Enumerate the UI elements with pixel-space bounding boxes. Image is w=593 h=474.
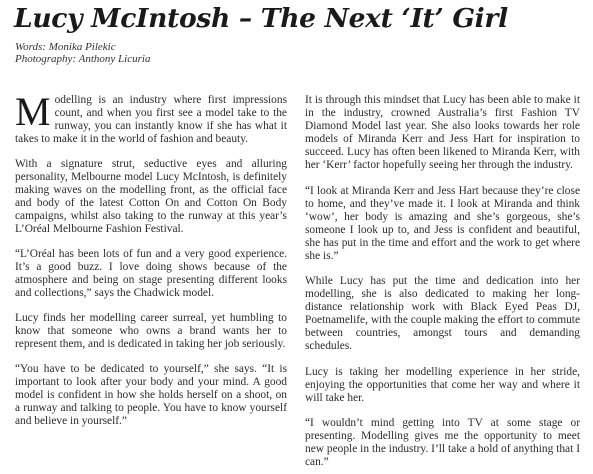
article-credits — [15, 41, 150, 65]
paragraph-text: odelling is an industry where first impressions count, and when you first see a model take to the runway, you can instantly know if she has what it takes to make it in the world of fashion and beauty. — [15, 94, 287, 145]
paragraph: It is through this mindset that Lucy has been able to make it in the industry, crowned Australia’s first Fashion TV Diamond Model last year. She also looks towards her role models of Miranda Kerr and Jess Hart for inspiration to succeed. Lucy has often been likened to Miranda Kerr, with her ‘Kerr’ factor hopefully seeing her through the industry. — [305, 94, 580, 171]
paragraph: “I look at Miranda Kerr and Jess Hart because they’re close to home, and they’ve made it. I look at Miranda and think ‘wow’, her body is amazing and she’s gorgeous, she’s someone I look up to, and Jess is confident and beautiful, she has put in the time and effort and the work to get where she is.” — [305, 184, 580, 262]
credit-words: Words: Monika Pilekic — [15, 41, 116, 53]
paragraph: While Lucy has put the time and dedication into her modelling, she is also dedicated to making her long-distance relationship work with Black Eyed Peas DJ, Poetnamelife, with the couple making the effort to commute between countries, amongst tours and demanding schedules. — [305, 275, 580, 352]
paragraph: Lucy is taking her modelling experience in her stride, enjoying the opportunities that come her way and where it will take her. — [305, 365, 580, 404]
credit-photography: Photography: Anthony Licuria — [15, 53, 151, 65]
left-column — [15, 89, 287, 440]
drop-cap: M — [15, 89, 51, 134]
paragraph: “You have to be dedicated to yourself,” she says. “It is important to look after your body and your mind. A good model is confident in how she holds herself on a shoot, on a runway and talking to people. You have to know yourself and believe in yourself.” — [15, 363, 287, 427]
paragraph — [15, 89, 287, 146]
right-column — [305, 94, 580, 474]
paragraph: “L’Oréal has been lots of fun and a very good experience. It’s a good buzz. I love doing shows because of the atmosphere and being on stage presenting different looks and collections,” says the Chadwick model. — [15, 248, 287, 299]
paragraph: “I wouldn’t mind getting into TV at some stage or presenting. Modelling gives me the opportunity to meet new people in the industry. I’ll take a hold of anything that I can.” — [305, 417, 580, 468]
paragraph: With a signature strut, seductive eyes and alluring personality, Melbourne model Lucy McIntosh, is definitely making waves on the modelling front, as the official face and body of the latest Cotton On and Cotton On Body campaigns, whilst also taking to the runway at this year’s L’Oréal Melbourne Fashion Festival. — [15, 158, 287, 235]
paragraph: Lucy finds her modelling career surreal, yet humbling to know that someone who owns a brand wants her to represent them, and is dedicated in taking her job seriously. — [15, 312, 287, 350]
article-title: Lucy McIntosh – The Next ‘It’ Girl — [14, 3, 508, 34]
